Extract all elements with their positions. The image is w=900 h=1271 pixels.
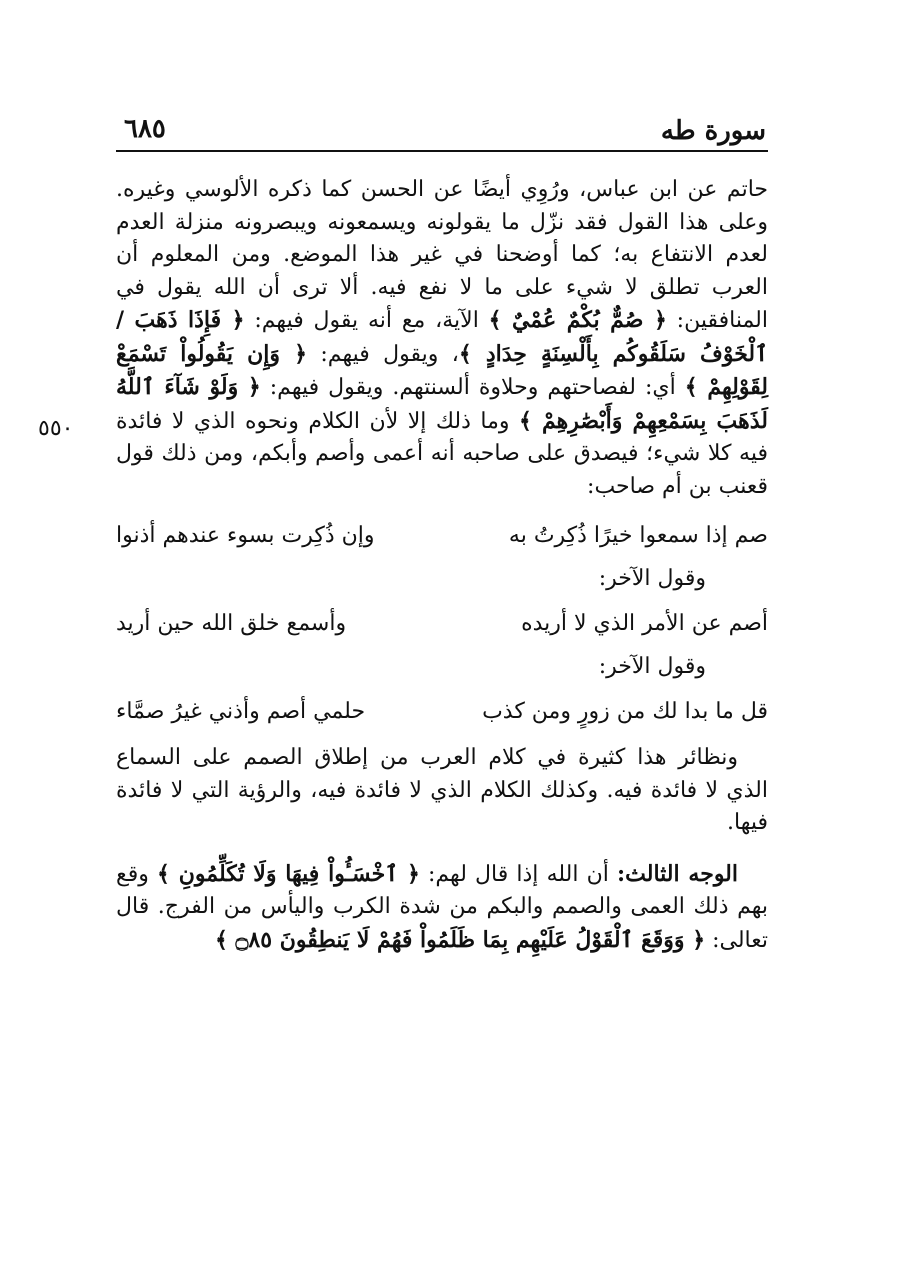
poem-second-hemistich: وأسمع خلق الله حين أريد	[116, 611, 347, 636]
quran-verse: ﴿ وَوَقَعَ ٱلْقَوْلُ عَلَيْهِم بِمَا ظَلَمُواْ فَهُمْ لَا يَنطِقُونَ ۝٨٥ ﴾	[214, 926, 706, 953]
quran-verse: ﴿ وَإِن يَقُولُواْ تَسْمَعْ لِقَوْلِهِمْ ﴾	[116, 340, 769, 400]
page-header	[116, 100, 768, 152]
poem-first-hemistich: قل ما بدا لك من زورٍ ومن كذب	[482, 699, 768, 724]
text-span: حاتم عن ابن عباس، ورُوِي أيضًا عن الحسن كما ذكره الألوسي وغيره. وعلى هذا القول فقد نزّل ما يقولونه ويسمعونه ويبصرونه منزلة العدم لعدم الانتفاع به؛ كما أوضحنا في غير هذا الموضع. ومن المعلوم أن العرب تطلق لا شيء على ما لا نفع فيه. ألا ترى أن الله يقول في المنافقين:	[116, 177, 768, 333]
quran-verse: ﴿ فَإِذَا ذَهَبَ / ٱلْخَوْفُ سَلَقُوكُم بِأَلْسِنَةٍ حِدَادٍ ﴾	[116, 307, 769, 367]
poem-line	[116, 611, 768, 636]
section-label: الوجه الثالث:	[617, 860, 739, 887]
quran-verse: ﴿ ٱخْسَـُٔواْ فِيهَا وَلَا تُكَلِّمُونِ ﴾	[157, 860, 420, 887]
poem-intro: وقول الآخر:	[598, 654, 706, 679]
body-text	[116, 174, 768, 503]
paragraph-1	[116, 174, 768, 503]
poem-second-hemistich: حلمي أصم وأذني غيرُ صمَّاء	[116, 699, 366, 724]
text-span: ، ويقول فيهم:	[306, 341, 459, 367]
text-span: أي: لفصاحتهم وحلاوة ألسنتهم. ويقول فيهم:	[260, 375, 685, 400]
poem-line	[116, 699, 768, 724]
poem-first-hemistich: أصم عن الأمر الذي لا أريده	[521, 611, 768, 636]
page-number: ٦٨٥	[124, 114, 166, 144]
paragraph-3	[116, 858, 768, 958]
poem-line	[116, 523, 768, 548]
surah-title: سورة طه	[660, 116, 766, 146]
poem-second-hemistich: وإن ذُكِرت بسوء عندهم أذنوا	[116, 523, 375, 548]
page	[116, 100, 768, 957]
quran-verse: ﴿ صُمٌّ بُكْمٌ عُمْيٌ ﴾	[488, 307, 667, 333]
poem-first-hemistich: صم إذا سمعوا خيرًا ذُكِرتُ به	[508, 523, 768, 548]
text-span: أن الله إذا قال لهم:	[419, 861, 618, 887]
text-span: وقع بهم ذلك العمى والصمم والبكم من شدة الكرب واليأس من الفرج. قال تعالى:	[116, 861, 768, 953]
quran-verse: ﴿ وَلَوْ شَآءَ ٱللَّهُ لَذَهَبَ بِسَمْعِهِمْ وَأَبْصَٰرِهِمْ ﴾	[116, 374, 768, 434]
text-span: الآية، مع أنه يقول فيهم:	[244, 308, 489, 333]
paragraph-2: ونظائر هذا كثيرة في كلام العرب من إطلاق الصمم على السماع الذي لا فائدة فيه. وكذلك الكلام الذي لا فائدة فيه، والرؤية التي لا فائدة فيها.	[116, 745, 768, 835]
poem-intro: وقول الآخر:	[598, 566, 706, 591]
margin-page-number: ٥٥٠	[38, 416, 74, 441]
text-span: وما ذلك إلا لأن الكلام ونحوه الذي لا فائدة فيه كلا شيء؛ فيصدق على صاحبه أنه أعمى وأصم وأبكم، ومن ذلك قول قعنب بن أم صاحب:	[116, 408, 768, 499]
